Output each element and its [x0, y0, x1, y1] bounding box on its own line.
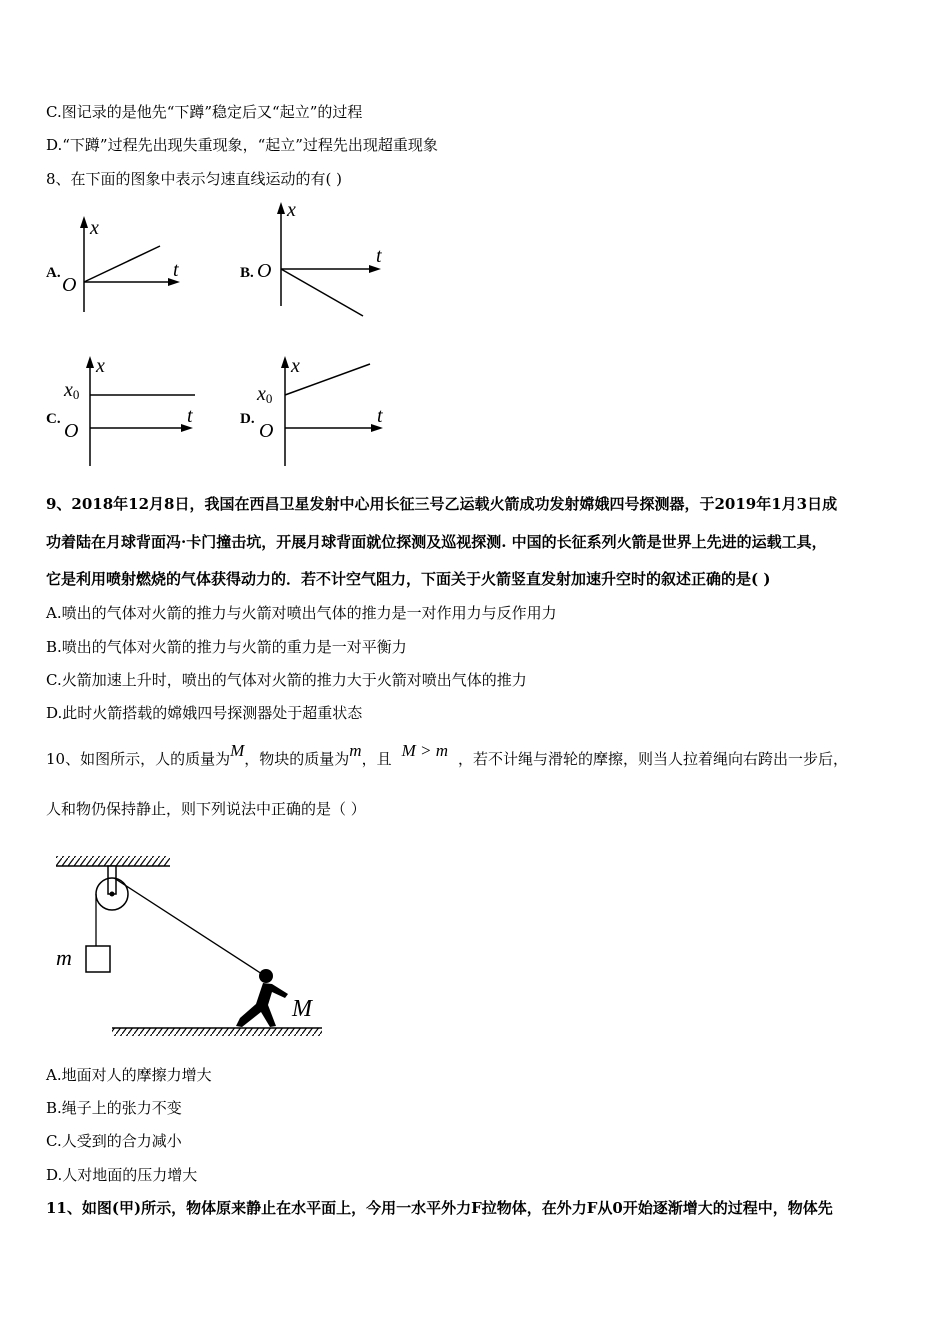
graph-b-x-label: x	[287, 199, 296, 221]
q10-mass-M: M	[230, 741, 245, 760]
graph-d-label: D.	[240, 411, 255, 427]
q7-option-c: C.图记录的是他先“下蹲”稳定后又“起立”的过程	[46, 103, 363, 121]
q9-option-b: B.喷出的气体对火箭的推力与火箭的重力是一对平衡力	[46, 638, 407, 656]
graph-c-origin: O	[64, 420, 79, 442]
graph-d-origin: O	[259, 420, 274, 442]
q10-text-post: ，若不计绳与滑轮的摩擦，则当人拉着绳向右跨出一步后，	[458, 750, 849, 768]
q10-text-mid2: ，且	[361, 750, 392, 768]
q9-stem-line-3: 它是利用喷射燃烧的气体获得动力的．若不计空气阻力，下面关于火箭竖直发射加速升空时的叙述正确的是( )	[46, 570, 771, 588]
q9-option-d: D.此时火箭搭载的嫦娥四号探测器处于超重状态	[46, 704, 363, 722]
q10-condition: M > m	[401, 741, 448, 760]
q10-stem-line-1	[46, 741, 849, 769]
q9-option-c: C.火箭加速上升时，喷出的气体对火箭的推力大于火箭对喷出气体的推力	[46, 671, 527, 689]
q10-person-M-label: M	[292, 996, 312, 1022]
q10-option-c: C.人受到的合力减小	[46, 1132, 182, 1150]
graph-b	[255, 198, 395, 323]
graph-c-x-label: x	[96, 355, 105, 377]
graph-b-label: B.	[240, 265, 254, 281]
graph-d	[255, 352, 395, 470]
q7-option-d: D.“下蹲”过程先出现失重现象，“起立”过程先出现超重现象	[46, 136, 438, 154]
graph-b-origin: O	[257, 260, 272, 282]
graph-a-t-label: t	[173, 259, 179, 281]
graph-d-t-label: t	[377, 405, 383, 427]
q10-block-m-label: m	[56, 945, 72, 970]
q10-mass-m: m	[349, 741, 362, 760]
q9-stem-line-1: 9、2018年12月8日，我国在西昌卫星发射中心用长征三号乙运载火箭成功发射嫦娥四号探测器，于2019年1月3日成	[46, 495, 838, 513]
graph-d-x0-label: x0	[257, 383, 273, 406]
graph-a	[60, 212, 190, 317]
graph-c-label: C.	[46, 411, 61, 427]
q10-pulley-figure	[50, 850, 340, 1040]
q10-option-d: D.人对地面的压力增大	[46, 1166, 198, 1184]
q10-text-pre: 10、如图所示，人的质量为	[46, 750, 231, 768]
graph-a-x-label: x	[90, 217, 99, 239]
graph-a-label: A.	[46, 265, 61, 281]
q11-stem-line-1: 11、如图(甲)所示，物体原来静止在水平面上，今用一水平外力F拉物体，在外力F从0开始逐渐增大的过程中，物体先	[46, 1199, 833, 1217]
graph-b-t-label: t	[376, 245, 382, 267]
graph-c-t-label: t	[187, 405, 193, 427]
q10-option-b: B.绳子上的张力不变	[46, 1099, 182, 1117]
q10-stem-line-2: 人和物仍保持静止，则下列说法中正确的是（ ）	[46, 800, 366, 818]
q10-option-a: A.地面对人的摩擦力增大	[46, 1066, 212, 1084]
graph-c-x0-label: x0	[64, 379, 80, 402]
q9-stem-line-2: 功着陆在月球背面冯·卡门撞击坑，开展月球背面就位探测及巡视探测. 中国的长征系列火箭是世界上先进的运载工具，	[46, 533, 827, 551]
graph-a-origin: O	[62, 274, 77, 296]
q10-text-mid1: ，物块的质量为	[244, 750, 350, 768]
q8-stem: 8、在下面的图象中表示匀速直线运动的有( )	[46, 170, 343, 188]
graph-c	[60, 352, 205, 470]
person-icon	[236, 969, 288, 1027]
graph-d-x-label: x	[291, 355, 300, 377]
q9-option-a: A.喷出的气体对火箭的推力与火箭对喷出气体的推力是一对作用力与反作用力	[46, 604, 557, 622]
